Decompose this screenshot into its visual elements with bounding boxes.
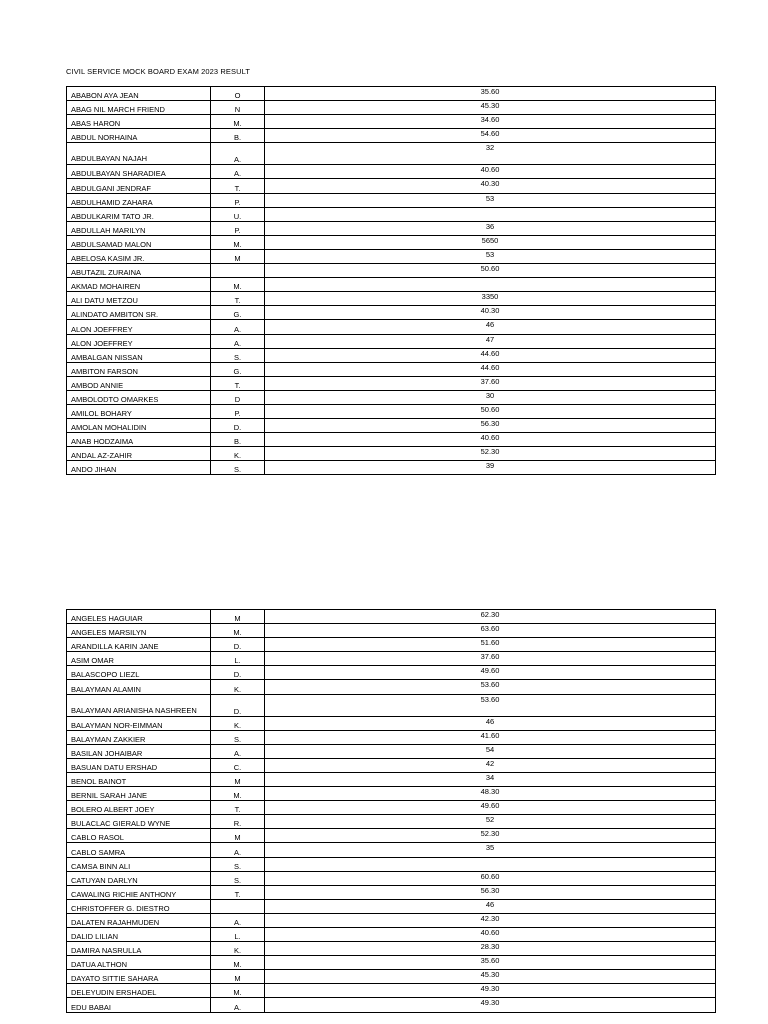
name-cell: CATUYAN DARLYN <box>67 871 211 885</box>
score-cell: 52.30 <box>265 447 716 461</box>
table-row <box>67 461 716 475</box>
score-cell: 34.60 <box>265 115 716 129</box>
name-cell: BALAYMAN ARIANISHA NASHREEN <box>67 694 211 716</box>
name-cell: ASIM OMAR <box>67 652 211 666</box>
name-cell: AMBITON FARSON <box>67 362 211 376</box>
score-cell: 62.30 <box>265 610 716 624</box>
table-row <box>67 610 716 624</box>
results-table-1 <box>66 86 716 475</box>
name-cell: AMBOD ANNIE <box>67 376 211 390</box>
initial-cell: M <box>211 772 265 786</box>
score-cell: 41.60 <box>265 730 716 744</box>
initial-cell: D. <box>211 694 265 716</box>
score-cell: 40.30 <box>265 179 716 193</box>
name-cell: DELEYUDIN ERSHADEL <box>67 984 211 998</box>
initial-cell: M. <box>211 787 265 801</box>
score-cell: 52.30 <box>265 829 716 843</box>
table-row <box>67 956 716 970</box>
score-cell: 45.30 <box>265 970 716 984</box>
initial-cell: G. <box>211 306 265 320</box>
table-row <box>67 249 716 263</box>
name-cell: ANDAL AZ-ZAHIR <box>67 447 211 461</box>
score-cell: 32 <box>265 143 716 165</box>
initial-cell: A. <box>211 998 265 1012</box>
document-title: CIVIL SERVICE MOCK BOARD EXAM 2023 RESULT <box>66 67 251 76</box>
score-cell: 37.60 <box>265 652 716 666</box>
score-cell: 3350 <box>265 292 716 306</box>
initial-cell: M. <box>211 624 265 638</box>
table-row <box>67 829 716 843</box>
table-row <box>67 801 716 815</box>
score-cell: 63.60 <box>265 624 716 638</box>
name-cell: ABDULBAYAN NAJAH <box>67 143 211 165</box>
name-cell: ABDULSAMAD MALON <box>67 235 211 249</box>
initial-cell <box>211 264 265 278</box>
initial-cell: C. <box>211 758 265 772</box>
name-cell: BALAYMAN ZAKKIER <box>67 730 211 744</box>
name-cell: BALASCOPO LIEZL <box>67 666 211 680</box>
initial-cell: S. <box>211 857 265 871</box>
results-table-2 <box>66 609 716 1013</box>
name-cell: ABAS HARON <box>67 115 211 129</box>
initial-cell: L. <box>211 652 265 666</box>
score-cell <box>265 857 716 871</box>
name-cell: AMBOLODTO OMARKES <box>67 390 211 404</box>
score-cell: 49.60 <box>265 666 716 680</box>
table-row <box>67 970 716 984</box>
score-cell: 46 <box>265 899 716 913</box>
score-cell: 40.60 <box>265 165 716 179</box>
table-row <box>67 927 716 941</box>
initial-cell: M <box>211 249 265 263</box>
table-row <box>67 376 716 390</box>
score-cell: 5650 <box>265 235 716 249</box>
table-row <box>67 334 716 348</box>
table-row <box>67 433 716 447</box>
initial-cell: S. <box>211 730 265 744</box>
name-cell: CHRISTOFFER G. DIESTRO <box>67 899 211 913</box>
score-cell: 36 <box>265 221 716 235</box>
score-cell: 52 <box>265 815 716 829</box>
table-row <box>67 362 716 376</box>
initial-cell: M. <box>211 115 265 129</box>
name-cell: ANDO JIHAN <box>67 461 211 475</box>
table-row <box>67 899 716 913</box>
initial-cell: O <box>211 87 265 101</box>
initial-cell: D. <box>211 419 265 433</box>
table-row <box>67 235 716 249</box>
score-cell: 46 <box>265 716 716 730</box>
initial-cell: U. <box>211 207 265 221</box>
name-cell: ANGELES HAGUIAR <box>67 610 211 624</box>
table-row <box>67 857 716 871</box>
table-row <box>67 730 716 744</box>
score-cell: 49.60 <box>265 801 716 815</box>
initial-cell: B. <box>211 129 265 143</box>
name-cell: BENOL BAINOT <box>67 772 211 786</box>
initial-cell: S. <box>211 871 265 885</box>
score-cell: 47 <box>265 334 716 348</box>
initial-cell: A. <box>211 320 265 334</box>
table-row <box>67 165 716 179</box>
name-cell: BASUAN DATU ERSHAD <box>67 758 211 772</box>
name-cell: AKMAD MOHAIREN <box>67 278 211 292</box>
table-row <box>67 998 716 1012</box>
initial-cell: K. <box>211 716 265 730</box>
initial-cell: M. <box>211 235 265 249</box>
initial-cell: T. <box>211 376 265 390</box>
table-row <box>67 871 716 885</box>
initial-cell: A. <box>211 143 265 165</box>
initial-cell: D <box>211 390 265 404</box>
initial-cell: A. <box>211 913 265 927</box>
score-cell: 56.30 <box>265 419 716 433</box>
table-row <box>67 652 716 666</box>
initial-cell: T. <box>211 885 265 899</box>
name-cell: DALID LILIAN <box>67 927 211 941</box>
initial-cell: M. <box>211 278 265 292</box>
table-row <box>67 320 716 334</box>
name-cell: DATUA ALTHON <box>67 956 211 970</box>
name-cell: ALON JOEFFREY <box>67 334 211 348</box>
initial-cell: M <box>211 829 265 843</box>
score-cell: 35.60 <box>265 87 716 101</box>
score-cell: 49.30 <box>265 984 716 998</box>
initial-cell: A. <box>211 744 265 758</box>
table-row <box>67 666 716 680</box>
name-cell: AMILOL BOHARY <box>67 404 211 418</box>
table-row <box>67 913 716 927</box>
name-cell: ABELOSA KASIM JR. <box>67 249 211 263</box>
name-cell: AMOLAN MOHALIDIN <box>67 419 211 433</box>
name-cell: CAWALING RICHIE ANTHONY <box>67 885 211 899</box>
table-row <box>67 624 716 638</box>
score-cell: 53.60 <box>265 694 716 716</box>
name-cell: ABDULGANI JENDRAF <box>67 179 211 193</box>
table-row <box>67 179 716 193</box>
score-cell: 40.30 <box>265 306 716 320</box>
initial-cell: M. <box>211 956 265 970</box>
score-cell: 40.60 <box>265 433 716 447</box>
initial-cell <box>211 899 265 913</box>
table-row <box>67 815 716 829</box>
initial-cell: M <box>211 970 265 984</box>
name-cell: DAMIRA NASRULLA <box>67 942 211 956</box>
score-cell: 40.60 <box>265 927 716 941</box>
table-row <box>67 390 716 404</box>
name-cell: ANAB HODZAIMA <box>67 433 211 447</box>
name-cell: BERNIL SARAH JANE <box>67 787 211 801</box>
table-row <box>67 843 716 857</box>
initial-cell: K. <box>211 942 265 956</box>
score-cell: 28.30 <box>265 942 716 956</box>
name-cell: ALI DATU METZOU <box>67 292 211 306</box>
score-cell: 42 <box>265 758 716 772</box>
name-cell: AMBALGAN NISSAN <box>67 348 211 362</box>
name-cell: BULACLAC GIERALD WYNE <box>67 815 211 829</box>
initial-cell: A. <box>211 165 265 179</box>
initial-cell: T. <box>211 801 265 815</box>
name-cell: ABDULBAYAN SHARADIEA <box>67 165 211 179</box>
score-cell: 56.30 <box>265 885 716 899</box>
name-cell: CAMSA BINN ALI <box>67 857 211 871</box>
initial-cell: P. <box>211 404 265 418</box>
score-cell: 51.60 <box>265 638 716 652</box>
score-cell: 53 <box>265 249 716 263</box>
table-row <box>67 404 716 418</box>
name-cell: ARANDILLA KARIN JANE <box>67 638 211 652</box>
score-cell: 50.60 <box>265 404 716 418</box>
initial-cell: R. <box>211 815 265 829</box>
name-cell: ABDULHAMID ZAHARA <box>67 193 211 207</box>
table-row <box>67 885 716 899</box>
name-cell: ABAG NIL MARCH FRIEND <box>67 101 211 115</box>
score-cell: 46 <box>265 320 716 334</box>
initial-cell: P. <box>211 221 265 235</box>
initial-cell: A. <box>211 334 265 348</box>
initial-cell: S. <box>211 348 265 362</box>
table-row <box>67 716 716 730</box>
initial-cell: K. <box>211 680 265 694</box>
score-cell: 35 <box>265 843 716 857</box>
table-row <box>67 264 716 278</box>
table-row <box>67 207 716 221</box>
table-row <box>67 129 716 143</box>
name-cell: ABDULKARIM TATO JR. <box>67 207 211 221</box>
initial-cell: S. <box>211 461 265 475</box>
score-cell <box>265 278 716 292</box>
score-cell: 35.60 <box>265 956 716 970</box>
initial-cell: T. <box>211 292 265 306</box>
name-cell: ABUTAZIL ZURAINA <box>67 264 211 278</box>
table-row <box>67 115 716 129</box>
score-cell: 50.60 <box>265 264 716 278</box>
name-cell: CABLO SAMRA <box>67 843 211 857</box>
score-cell: 53 <box>265 193 716 207</box>
initial-cell: T. <box>211 179 265 193</box>
table-row <box>67 942 716 956</box>
name-cell: DALATEN RAJAHMUDEN <box>67 913 211 927</box>
table-row <box>67 694 716 716</box>
name-cell: EDU BABAI <box>67 998 211 1012</box>
table-row <box>67 680 716 694</box>
name-cell: ALON JOEFFREY <box>67 320 211 334</box>
score-cell: 44.60 <box>265 348 716 362</box>
score-cell: 54.60 <box>265 129 716 143</box>
score-cell: 49.30 <box>265 998 716 1012</box>
table-row <box>67 143 716 165</box>
initial-cell: M. <box>211 984 265 998</box>
score-cell: 30 <box>265 390 716 404</box>
table-row <box>67 348 716 362</box>
table-row <box>67 638 716 652</box>
table-row <box>67 292 716 306</box>
initial-cell: A. <box>211 843 265 857</box>
name-cell: CABLO RASOL <box>67 829 211 843</box>
table-row <box>67 984 716 998</box>
name-cell: BOLERO ALBERT JOEY <box>67 801 211 815</box>
table-row <box>67 101 716 115</box>
initial-cell: N <box>211 101 265 115</box>
table-row <box>67 193 716 207</box>
table-row <box>67 306 716 320</box>
table-row <box>67 221 716 235</box>
table-row <box>67 787 716 801</box>
score-cell: 39 <box>265 461 716 475</box>
initial-cell: D. <box>211 666 265 680</box>
score-cell: 42.30 <box>265 913 716 927</box>
initial-cell: G. <box>211 362 265 376</box>
initial-cell: B. <box>211 433 265 447</box>
name-cell: BALAYMAN NOR-EIMMAN <box>67 716 211 730</box>
name-cell: ALINDATO AMBITON SR. <box>67 306 211 320</box>
name-cell: BASILAN JOHAIBAR <box>67 744 211 758</box>
name-cell: ABDUL NORHAINA <box>67 129 211 143</box>
score-cell: 53.60 <box>265 680 716 694</box>
score-cell <box>265 207 716 221</box>
name-cell: ANGELES MARSILYN <box>67 624 211 638</box>
score-cell: 44.60 <box>265 362 716 376</box>
name-cell: BALAYMAN ALAMIN <box>67 680 211 694</box>
table-row <box>67 758 716 772</box>
name-cell: DAYATO SITTIE SAHARA <box>67 970 211 984</box>
table-row <box>67 772 716 786</box>
initial-cell: K. <box>211 447 265 461</box>
score-cell: 54 <box>265 744 716 758</box>
initial-cell: M <box>211 610 265 624</box>
initial-cell: P. <box>211 193 265 207</box>
score-cell: 37.60 <box>265 376 716 390</box>
score-cell: 60.60 <box>265 871 716 885</box>
table-row <box>67 419 716 433</box>
score-cell: 48.30 <box>265 787 716 801</box>
name-cell: ABABON AYA JEAN <box>67 87 211 101</box>
initial-cell: D. <box>211 638 265 652</box>
table-row <box>67 278 716 292</box>
score-cell: 34 <box>265 772 716 786</box>
score-cell: 45.30 <box>265 101 716 115</box>
table-row <box>67 744 716 758</box>
name-cell: ABDULLAH MARILYN <box>67 221 211 235</box>
table-row <box>67 87 716 101</box>
table-row <box>67 447 716 461</box>
initial-cell: L. <box>211 927 265 941</box>
